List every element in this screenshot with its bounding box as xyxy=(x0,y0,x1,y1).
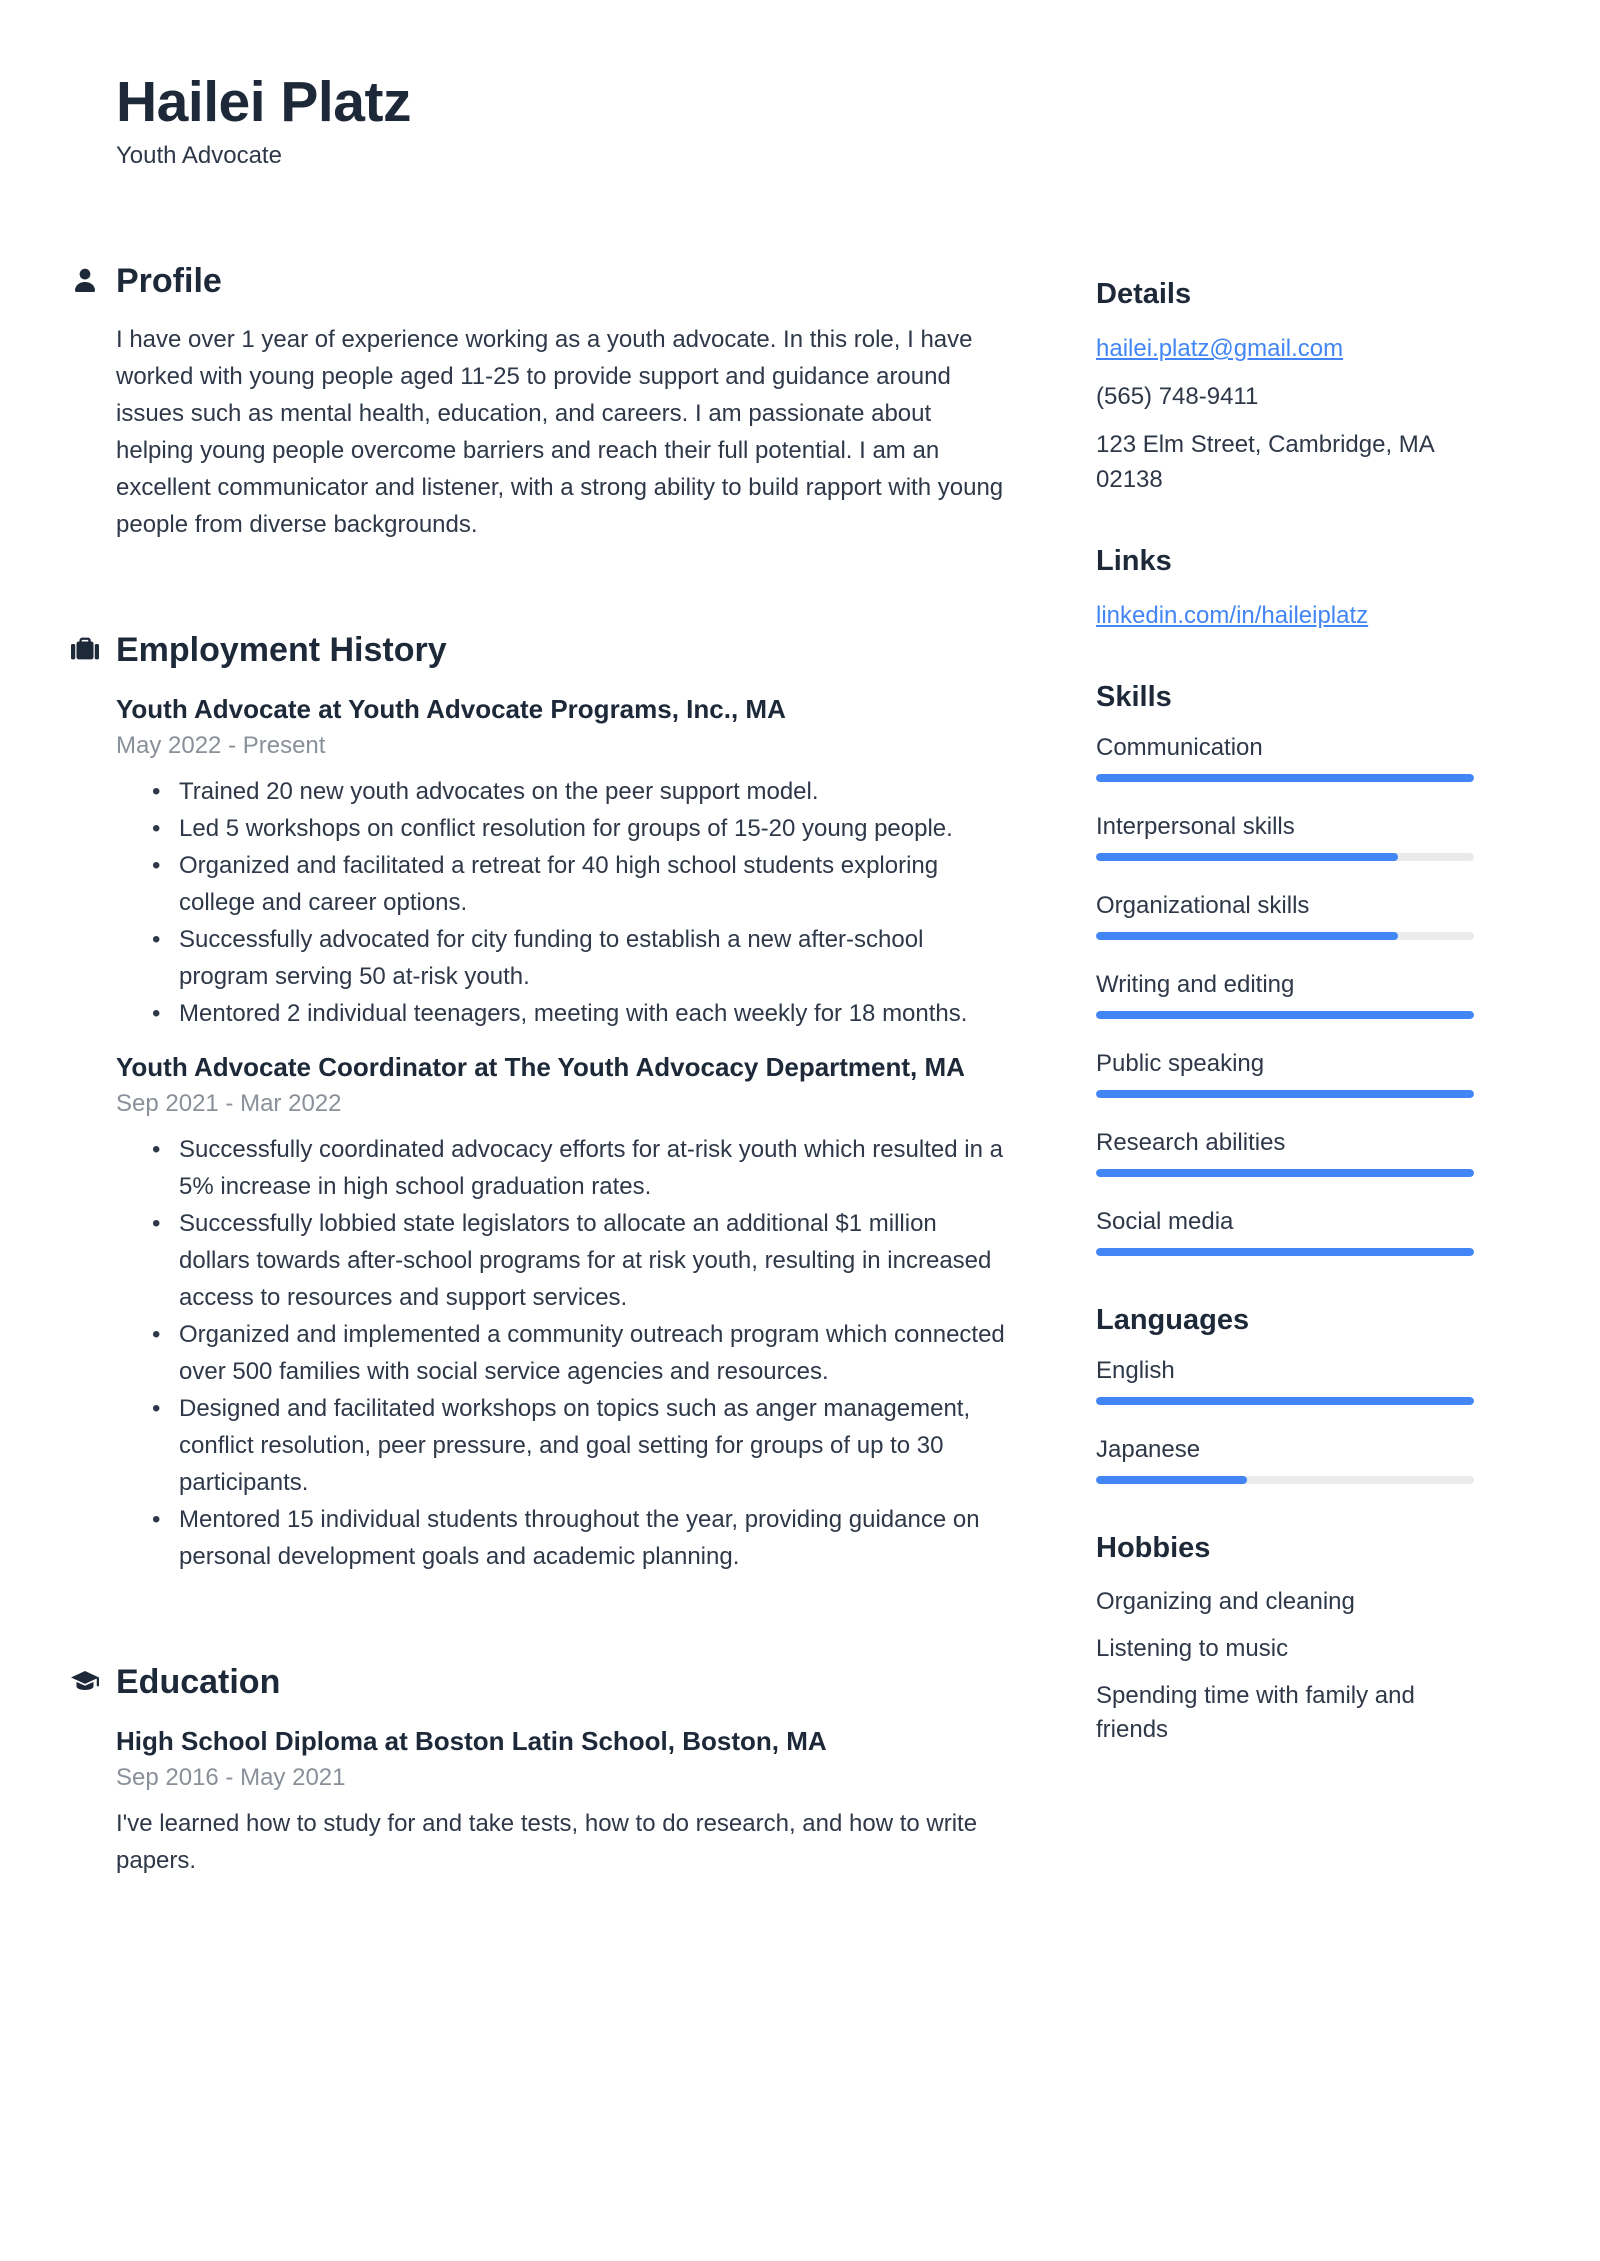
skill-bar-fill xyxy=(1096,774,1474,782)
job-bullet: • Organized and facilitated a retreat for 40 high school students exploring college and career options. xyxy=(116,847,1012,921)
email-row xyxy=(1096,331,1474,366)
person-icon xyxy=(70,266,100,296)
skill-item xyxy=(1096,1129,1474,1177)
education-dates: Sep 2016 - May 2021 xyxy=(116,1763,346,1791)
skill-item xyxy=(1096,1208,1474,1256)
briefcase-icon xyxy=(70,635,100,665)
job-bullet: • Mentored 2 individual teenagers, meeting with each weekly for 18 months. xyxy=(116,995,1012,1032)
job-bullet: • Designed and facilitated workshops on topics such as anger management, conflict resolution, peer pressure, and goal setting for groups of up to 30 participants. xyxy=(116,1390,1012,1501)
job-bullet: • Led 5 workshops on conflict resolution for groups of 15-20 young people. xyxy=(116,810,1012,847)
skill-bar-fill xyxy=(1096,932,1398,940)
phone-number: (565) 748-9411 xyxy=(1096,383,1259,410)
skill-item xyxy=(1096,892,1474,940)
employment-heading: Employment History xyxy=(116,630,447,669)
job-entry xyxy=(116,690,1012,1032)
skill-label: Research abilities xyxy=(1096,1129,1286,1156)
page-title: Hailei Platz xyxy=(116,70,411,134)
hobby-item: Spending time with family and friends xyxy=(1096,1682,1415,1743)
language-bar-fill xyxy=(1096,1476,1247,1484)
skill-bar-fill xyxy=(1096,1011,1474,1019)
language-item xyxy=(1096,1357,1474,1405)
skill-label: Writing and editing xyxy=(1096,971,1295,998)
job-bullet-list xyxy=(116,773,1012,1032)
skill-bar-track xyxy=(1096,1248,1474,1256)
hobbies-section xyxy=(1096,1532,1474,1747)
job-bullet: • Successfully coordinated advocacy efforts for at-risk youth which resulted in a 5% increase in high school graduation rates. xyxy=(116,1131,1012,1205)
job-bullet: • Mentored 15 individual students throughout the year, providing guidance on personal development goals and academic planning. xyxy=(116,1501,1012,1575)
languages-heading: Languages xyxy=(1096,1304,1250,1336)
language-bar-fill xyxy=(1096,1397,1474,1405)
skill-label: Communication xyxy=(1096,734,1263,761)
profile-section xyxy=(116,262,1012,543)
language-item xyxy=(1096,1436,1474,1484)
education-description: I've learned how to study for and take tests, how to do research, and how to write papers. xyxy=(116,1809,978,1874)
job-title: Youth Advocate Coordinator at The Youth Advocacy Department, MA xyxy=(116,1051,965,1082)
graduation-cap-icon xyxy=(70,1667,100,1697)
skill-bar-track xyxy=(1096,774,1474,782)
education-title: High School Diploma at Boston Latin School, Boston, MA xyxy=(116,1725,827,1756)
sidebar xyxy=(1096,70,1474,1967)
main-column xyxy=(116,70,1012,1967)
job-bullet: • Trained 20 new youth advocates on the peer support model. xyxy=(116,773,1012,810)
skill-item xyxy=(1096,971,1474,1019)
job-title: Youth Advocate at Youth Advocate Programs, Inc., MA xyxy=(116,693,786,724)
hobby-item: Listening to music xyxy=(1096,1635,1289,1662)
education-section xyxy=(116,1663,1012,1879)
language-bar-track xyxy=(1096,1397,1474,1405)
skill-bar-fill xyxy=(1096,853,1398,861)
profile-heading: Profile xyxy=(116,261,222,300)
job-dates: May 2022 - Present xyxy=(116,731,326,759)
skill-item xyxy=(1096,734,1474,782)
skill-label: Interpersonal skills xyxy=(1096,813,1295,840)
skill-label: Organizational skills xyxy=(1096,892,1310,919)
skill-item xyxy=(1096,1050,1474,1098)
hobbies-heading: Hobbies xyxy=(1096,1532,1211,1564)
skill-bar-fill xyxy=(1096,1090,1474,1098)
language-bar-track xyxy=(1096,1476,1474,1484)
education-heading: Education xyxy=(116,1662,281,1701)
skills-heading: Skills xyxy=(1096,681,1172,713)
skill-bar-fill xyxy=(1096,1169,1474,1177)
education-heading-row xyxy=(70,1663,1012,1702)
skill-bar-track xyxy=(1096,932,1474,940)
job-subtitle: Youth Advocate xyxy=(116,141,282,169)
job-bullet: • Successfully lobbied state legislators to allocate an additional $1 million dollars towards after-school programs for at risk youth, resulting in increased access to resources and support services. xyxy=(116,1205,1012,1316)
skill-label: Public speaking xyxy=(1096,1050,1265,1077)
skill-bar-track xyxy=(1096,1169,1474,1177)
job-bullet-list xyxy=(116,1131,1012,1575)
skill-bar-track xyxy=(1096,853,1474,861)
link-row xyxy=(1096,598,1474,633)
details-heading: Details xyxy=(1096,278,1192,310)
languages-section xyxy=(1096,1304,1474,1484)
resume-header xyxy=(116,70,1012,170)
skill-bar-fill xyxy=(1096,1248,1474,1256)
linkedin-link[interactable]: linkedin.com/in/haileiplatz xyxy=(1096,602,1369,629)
links-section xyxy=(1096,545,1474,633)
profile-heading-row xyxy=(70,262,1012,301)
job-entry xyxy=(116,1048,1012,1575)
language-label: Japanese xyxy=(1096,1436,1201,1463)
employment-section xyxy=(116,631,1012,1575)
skill-bar-track xyxy=(1096,1090,1474,1098)
links-heading: Links xyxy=(1096,545,1172,577)
skills-section xyxy=(1096,681,1474,1256)
address: 123 Elm Street, Cambridge, MA 02138 xyxy=(1096,431,1434,493)
hobby-item: Organizing and cleaning xyxy=(1096,1588,1355,1615)
skill-label: Social media xyxy=(1096,1208,1234,1235)
profile-text: I have over 1 year of experience working as a youth advocate. In this role, I have worked with young people aged 11-25 to provide support and guidance around issues such as mental health, education, and careers. I am passionate about helping young people overcome barriers and reach their full potential. I am an excellent communicator and listener, with a strong ability to build rapport with young people from diverse backgrounds. xyxy=(116,325,1004,538)
job-dates: Sep 2021 - Mar 2022 xyxy=(116,1089,342,1117)
language-label: English xyxy=(1096,1357,1175,1384)
details-section xyxy=(1096,278,1474,497)
skill-bar-track xyxy=(1096,1011,1474,1019)
employment-heading-row xyxy=(70,631,1012,670)
skill-item xyxy=(1096,813,1474,861)
email-link[interactable]: hailei.platz@gmail.com xyxy=(1096,335,1344,362)
job-bullet: • Successfully advocated for city funding to establish a new after-school program serving 50 at-risk youth. xyxy=(116,921,1012,995)
job-bullet: • Organized and implemented a community outreach program which connected over 500 families with social service agencies and resources. xyxy=(116,1316,1012,1390)
